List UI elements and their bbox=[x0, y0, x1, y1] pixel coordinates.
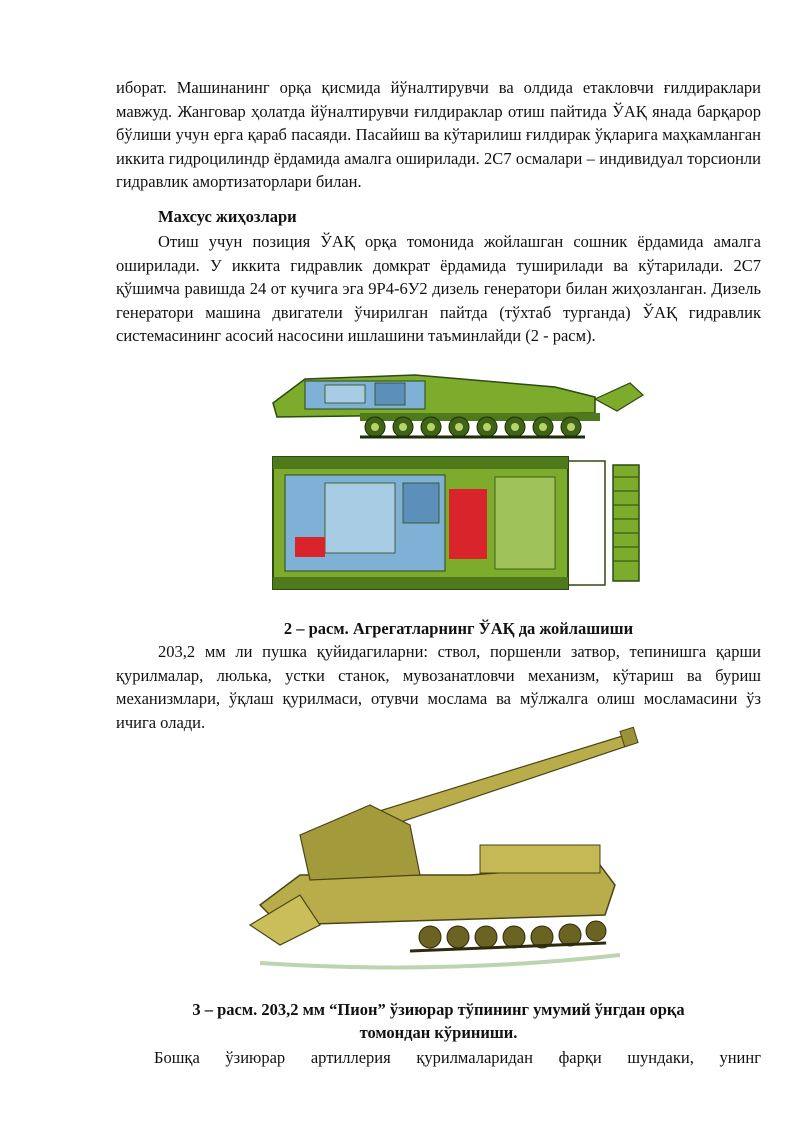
figure-3-caption-line1: 3 – расм. 203,2 мм “Пион” ўзиюрар тўпининг умумий ўнгдан орқа bbox=[192, 1000, 685, 1019]
paragraph-difference: Бошқа ўзиюрар артиллерия қурилмаларидан фарқи шундаки, унинг bbox=[154, 1048, 761, 1067]
figure-3-caption-line2: томондан кўриниши. bbox=[359, 1023, 518, 1042]
figure-2-caption: 2 – расм. Агрегатларнинг ЎАҚ да жойлашиши bbox=[283, 619, 634, 638]
vehicle-hull-drawing bbox=[250, 805, 615, 945]
side-view-drawing bbox=[273, 375, 643, 437]
paragraph-special-equipment: Отиш учун позиция ЎАҚ орқа томонида жойлашган сошник ёрдамида амалга оширилади. У иккита гидравлик домкрат ёрдамида туширилади ва кўтарилади. 2С7 қўшимча равишда 24 от кучига эга 9Р4-6У2 дизель генератори билан жиҳозланган. Дизель генератори машина двигатели ўчирилган пайтда (тўхтаб турганда) ЎАҚ гидравлик системасининг асосий насосини ишлашини таъминлайди (2 - расм). bbox=[116, 232, 761, 345]
figure-2-unit-layout bbox=[265, 365, 655, 590]
paragraph-suspension: иборат. Машинанинг орқа қисмида йўналтирувчи ва олдида етакловчи ғилдираклари мавжуд. Жанговар ҳолатда йўналтирувчи ғилдираклар отиш пайтида ЎАҚ янада барқарор бўлиши учун ерга қараб пасаяди. Пасайиш ва кўтарилиш ғилдирак ўқларига маҳкамланган иккита гидроцилиндр ёрдамида амалга оширилади. 2С7 осмалари – индивидуал торсионли гидравлик амортизаторлари билан. bbox=[116, 78, 761, 191]
figure-3-pion-gun bbox=[240, 725, 640, 975]
section-heading-special-equipment: Махсус жиҳозлари bbox=[158, 207, 297, 226]
gun-barrel-drawing bbox=[360, 727, 638, 833]
top-view-drawing bbox=[273, 457, 639, 589]
paragraph-gun-components: 203,2 мм ли пушка қуйидагиларни: ствол, поршенли затвор, тепинишга қарши қурилмалар, люлька, устки станок, мувозанатловчи механизм, кўтариш ва буриш механизмлари, ўқлаш қурилмаси, отувчи мослама ва мўлжалга олиш мосламасини ўз ичига олади. bbox=[116, 642, 761, 732]
